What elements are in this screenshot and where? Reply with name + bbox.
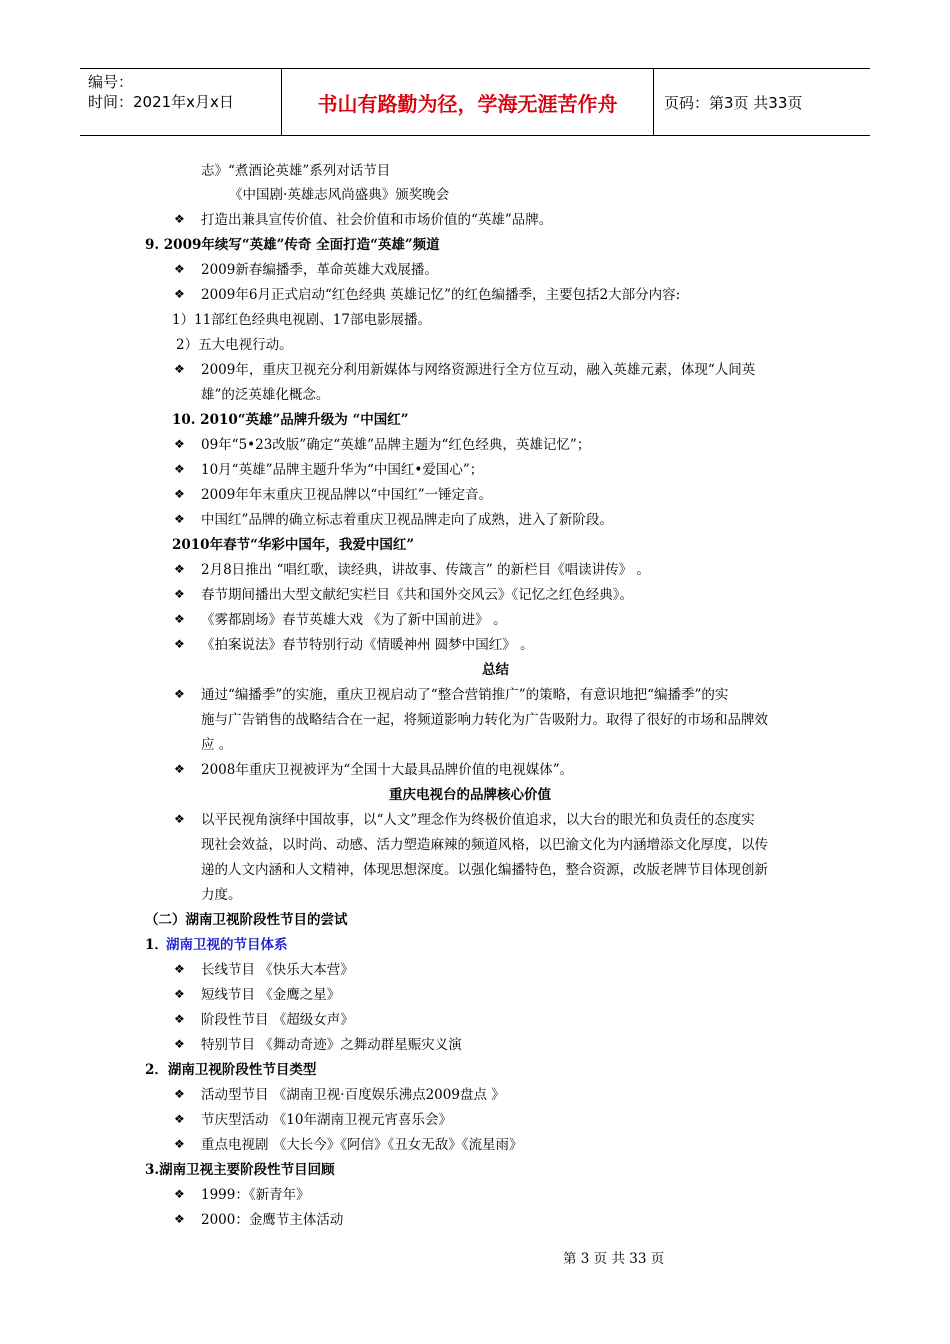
bullet-icon: ❖ (174, 637, 185, 651)
list-item: 阶段性节目 《超级女声》 (201, 1012, 354, 1028)
list-item: 2000：金鹰节主体活动 (201, 1212, 344, 1228)
list-item: 《拍案说法》春节特别行动《情暖神州 圆梦中国红》 。 (201, 637, 534, 653)
section-heading: 总结 (482, 662, 509, 678)
section-heading: 重庆电视台的品牌核心价值 (389, 787, 551, 803)
text-line: 2）五大电视行动。 (176, 337, 293, 353)
header-meta (80, 69, 282, 135)
list-item: 短线节目 《金鹰之星》 (201, 987, 341, 1003)
section-heading: （二）湖南卫视阶段性节目的尝试 (145, 912, 348, 928)
section-heading: 3.湖南卫视主要阶段性节目回顾 (145, 1162, 335, 1178)
list-item-continuation: 雄”的泛英雄化概念。 (201, 387, 330, 403)
header-motto: 书山有路勤为径，学海无涯苦作舟 (282, 69, 654, 135)
bullet-icon: ❖ (174, 1087, 185, 1101)
list-item-continuation: 递的人文内涵和人文精神，体现思想深度。以强化编播特色，整合资源，改版老牌节目体现创新 (201, 862, 768, 878)
bullet-icon: ❖ (174, 462, 185, 476)
list-item: 2009年年末重庆卫视品牌以“中国红”一锤定音。 (201, 487, 493, 503)
section-heading: 2010年春节“华彩中国年，我爱中国红” (172, 537, 415, 553)
bullet-icon: ❖ (174, 812, 185, 826)
list-item: 长线节目 《快乐大本营》 (201, 962, 354, 978)
bullet-icon: ❖ (174, 1212, 185, 1226)
bullet-icon: ❖ (174, 1012, 185, 1026)
list-item: 重点电视剧 《大长今》《阿信》《丑女无敌》《流星雨》 (201, 1137, 523, 1153)
bullet-icon: ❖ (174, 587, 185, 601)
section-heading: 10. 2010“英雄”品牌升级为 “中国红” (172, 412, 409, 428)
bullet-icon: ❖ (174, 287, 185, 301)
bullet-icon: ❖ (174, 512, 185, 526)
bullet-icon: ❖ (174, 687, 185, 701)
bullet-icon: ❖ (174, 562, 185, 576)
text-line: 志》“煮酒论英雄”系列对话节目 (201, 163, 391, 179)
bullet-icon: ❖ (174, 987, 185, 1001)
section-heading-link: 湖南卫视的节目体系 (166, 937, 288, 953)
list-item: 2009年，重庆卫视充分利用新媒体与网络资源进行全方位互动，融入英雄元素，体现“人间英 (201, 362, 756, 378)
list-item-continuation: 现社会效益，以时尚、动感、活力塑造麻辣的频道风格，以巴渝文化为内涵增添文化厚度，以传 (201, 837, 768, 853)
text-line: 《中国剧·英雄志风尚盛典》颁奖晚会 (229, 187, 450, 203)
list-item: 节庆型活动 《10年湖南卫视元宵喜乐会》 (201, 1112, 452, 1128)
bullet-icon: ❖ (174, 612, 185, 626)
list-item: 1999：《新青年》 (201, 1187, 310, 1203)
list-item: 中国红”品牌的确立标志着重庆卫视品牌走向了成熟，进入了新阶段。 (201, 512, 613, 528)
bullet-icon: ❖ (174, 1037, 185, 1051)
list-item: 活动型节目 《湖南卫视·百度娱乐沸点2009盘点 》 (201, 1087, 505, 1103)
number-label: 编号： (88, 73, 134, 91)
bullet-icon: ❖ (174, 1137, 185, 1151)
date-line: 时间：2021年x月x日 (88, 93, 234, 111)
text-line: 1）11部红色经典电视剧、17部电影展播。 (172, 312, 431, 328)
section-heading: 2．湖南卫视阶段性节目类型 (145, 1062, 317, 1078)
bullet-icon: ❖ (174, 762, 185, 776)
heading-number: 1． (145, 937, 168, 953)
list-item: 2月8日推出 “唱红歌，读经典，讲故事、传箴言” 的新栏目《唱读讲传》 。 (201, 562, 650, 578)
list-item: 以平民视角演绎中国故事，以“人文”理念作为终极价值追求，以大台的眼光和负责任的态度实 (201, 812, 755, 828)
bullet-icon: ❖ (174, 487, 185, 501)
list-item: 2008年重庆卫视被评为“全国十大最具品牌价值的电视媒体”。 (201, 762, 574, 778)
bullet-icon: ❖ (174, 1187, 185, 1201)
list-item-continuation: 施与广告销售的战略结合在一起，将频道影响力转化为广告吸附力。取得了很好的市场和品牌效 (201, 712, 768, 728)
list-item: 《雾都剧场》春节英雄大戏 《为了新中国前进》 。 (201, 612, 507, 628)
list-item: 2009年6月正式启动“红色经典 英雄记忆”的红色编播季，主要包括2大部分内容: (201, 287, 681, 303)
list-item: 通过“编播季”的实施，重庆卫视启动了“整合营销推广”的策略，有意识地把“编播季”的实 (201, 687, 729, 703)
page-header (80, 68, 870, 136)
header-page-info: 页码：第3页 共33页 (664, 93, 803, 112)
list-item: 2009新春编播季，革命英雄大戏展播。 (201, 262, 438, 278)
list-item: 特别节目 《舞动奇迹》之舞动群星赈灾义演 (201, 1037, 462, 1053)
list-item: 09年“5•23改版”确定“英雄”品牌主题为“红色经典，英雄记忆”； (201, 437, 591, 453)
list-item: 春节期间播出大型文献纪实栏目《共和国外交风云》《记忆之红色经典》。 (201, 587, 633, 603)
list-item: 打造出兼具宣传价值、社会价值和市场价值的“英雄”品牌。 (201, 212, 553, 228)
page-footer: 第 3 页 共 33 页 (563, 1251, 665, 1267)
bullet-icon: ❖ (174, 262, 185, 276)
bullet-icon: ❖ (174, 437, 185, 451)
list-item-continuation: 力度。 (201, 887, 242, 903)
bullet-icon: ❖ (174, 1112, 185, 1126)
bullet-icon: ❖ (174, 362, 185, 376)
list-item-continuation: 应 。 (201, 737, 233, 753)
section-heading: 9. 2009年续写“英雄”传奇 全面打造“英雄”频道 (145, 237, 440, 253)
list-item: 10月“英雄”品牌主题升华为“中国红•爱国心”； (201, 462, 484, 478)
bullet-icon: ❖ (174, 962, 185, 976)
bullet-icon: ❖ (174, 212, 185, 226)
